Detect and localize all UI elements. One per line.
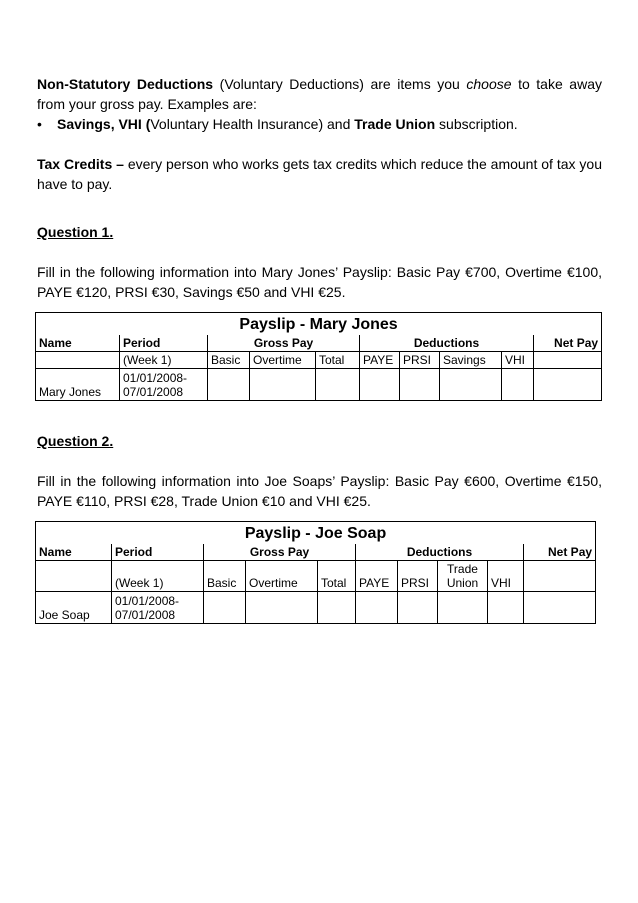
gross-pay-header: Gross Pay <box>208 335 360 352</box>
net-pay-subheader-cell <box>524 561 596 592</box>
savings-input-cell[interactable] <box>440 369 502 401</box>
prsi-header: PRSI <box>400 352 440 369</box>
period-end: 07/01/2008 <box>115 608 176 622</box>
trade-union-label: Trade Union <box>354 116 436 132</box>
question-2-instructions: Fill in the following information into Joe Soaps’ Payslip: Basic Pay €600, Overtime €150, PAYE €110, PRSI €28, Trade Union €10 and VHI €25. <box>37 473 602 509</box>
period-end: 07/01/2008 <box>123 385 184 399</box>
employee-name: Joe Soap <box>36 592 112 624</box>
period-start: 01/01/2008- <box>123 371 188 385</box>
total-header: Total <box>318 561 356 592</box>
name-subheader-cell <box>36 352 120 369</box>
vhi-input-cell[interactable] <box>488 592 524 624</box>
vhi-header: VHI <box>502 352 534 369</box>
total-header: Total <box>316 352 360 369</box>
choose-emphasis: choose <box>466 76 512 92</box>
employee-name: Mary Jones <box>36 369 120 401</box>
basic-header: Basic <box>208 352 250 369</box>
non-statutory-label: Non-Statutory Deductions <box>37 76 214 92</box>
gross-pay-header: Gross Pay <box>204 544 356 561</box>
net-pay-input-cell[interactable] <box>524 592 596 624</box>
net-pay-header: Net Pay <box>534 335 602 352</box>
period-header: Period <box>120 335 208 352</box>
savings-header: Savings <box>440 352 502 369</box>
trade-label: Trade <box>447 562 478 576</box>
week-label: (Week 1) <box>112 561 204 592</box>
net-pay-header: Net Pay <box>524 544 596 561</box>
overtime-header: Overtime <box>250 352 316 369</box>
prsi-header: PRSI <box>398 561 438 592</box>
deductions-header: Deductions <box>360 335 534 352</box>
vhi-input-cell[interactable] <box>502 369 534 401</box>
examples-text <box>57 114 518 134</box>
period-header: Period <box>112 544 204 561</box>
payslip-table-joe-soap <box>35 521 596 624</box>
trade-union-header <box>438 561 488 592</box>
payslip-table-mary-jones <box>35 312 602 401</box>
prsi-input-cell[interactable] <box>400 369 440 401</box>
tax-credits-text: every person who works gets tax credits which reduce the amount of tax you have to pay. <box>37 156 603 192</box>
question-2-heading: Question 2. <box>37 433 114 449</box>
period-start: 01/01/2008- <box>115 594 180 608</box>
basic-input-cell[interactable] <box>208 369 250 401</box>
name-header: Name <box>36 335 120 352</box>
payslip-title: Payslip - Joe Soap <box>36 522 596 545</box>
overtime-input-cell[interactable] <box>250 369 316 401</box>
savings-vhi-label: Savings, VHI ( <box>57 116 151 132</box>
week-label: (Week 1) <box>120 352 208 369</box>
union-label: Union <box>446 576 479 590</box>
payslip-title: Payslip - Mary Jones <box>36 313 602 336</box>
subscription-text: subscription. <box>435 116 518 132</box>
net-pay-input-cell[interactable] <box>534 369 602 401</box>
prsi-input-cell[interactable] <box>398 592 438 624</box>
pay-period <box>120 369 208 401</box>
pay-period <box>112 592 204 624</box>
non-statutory-text-1: (Voluntary Deductions) are items you <box>213 76 467 92</box>
paye-input-cell[interactable] <box>360 369 400 401</box>
overtime-header: Overtime <box>246 561 318 592</box>
tax-credits-paragraph <box>37 154 602 194</box>
non-statutory-text-2: to take away from your gross pay. Examples are: <box>37 76 602 112</box>
net-pay-subheader-cell <box>534 352 602 369</box>
tax-credits-label: Tax Credits – <box>37 156 124 172</box>
trade-union-input-cell[interactable] <box>438 592 488 624</box>
paye-input-cell[interactable] <box>356 592 398 624</box>
basic-input-cell[interactable] <box>204 592 246 624</box>
document-page <box>37 74 602 624</box>
total-input-cell[interactable] <box>318 592 356 624</box>
basic-header: Basic <box>204 561 246 592</box>
vhi-explanation: Voluntary Health Insurance) and <box>150 116 355 132</box>
name-subheader-cell <box>36 561 112 592</box>
bullet-icon: • <box>37 116 42 132</box>
deductions-header: Deductions <box>356 544 524 561</box>
overtime-input-cell[interactable] <box>246 592 318 624</box>
question-1-heading: Question 1. <box>37 224 114 240</box>
examples-bullet <box>37 114 602 134</box>
non-statutory-paragraph <box>37 74 602 114</box>
vhi-header: VHI <box>488 561 524 592</box>
paye-header: PAYE <box>356 561 398 592</box>
total-input-cell[interactable] <box>316 369 360 401</box>
name-header: Name <box>36 544 112 561</box>
paye-header: PAYE <box>360 352 400 369</box>
question-1-instructions: Fill in the following information into Mary Jones’ Payslip: Basic Pay €700, Overtime €100, PAYE €120, PRSI €30, Savings €50 and VHI €25. <box>37 264 602 300</box>
